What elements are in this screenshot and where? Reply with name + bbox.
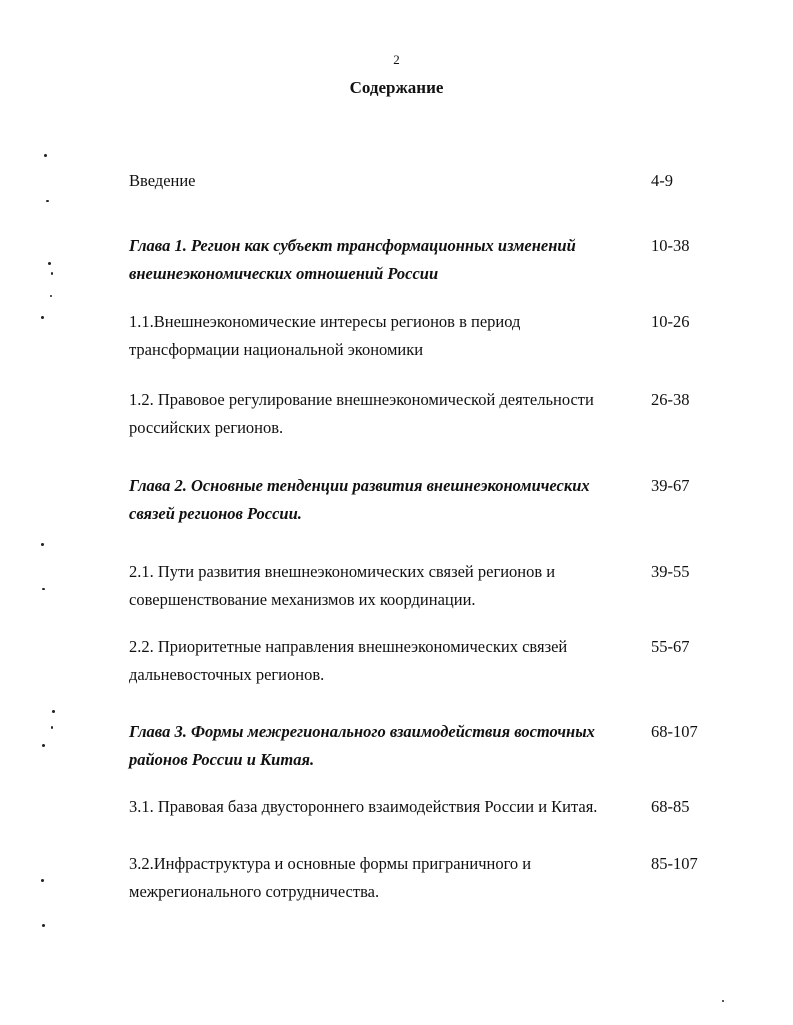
scan-speck — [51, 726, 53, 729]
toc-entry-title: Глава 3. Формы межрегионального взаимодействия восточных районов России и Китая. — [129, 722, 595, 769]
toc-entry-pages: 68-107 — [651, 722, 698, 741]
toc-entry-title: 1.2. Правовое регулирование внешнеэкономической деятельности российских регионов. — [129, 390, 594, 437]
toc-entry-title: 2.2. Приоритетные направления внешнеэкономических связей дальневосточных регионов. — [129, 637, 568, 684]
toc-entry-title: 3.2.Инфраструктура и основные формы приграничного и межрегионального сотрудничества. — [129, 854, 532, 901]
page-number: 2 — [393, 52, 400, 67]
toc-entry-pages: 68-85 — [651, 797, 690, 816]
scan-speck — [41, 543, 44, 546]
scan-speck — [46, 200, 49, 202]
toc-entry-title: Введение — [129, 171, 196, 190]
scan-speck — [51, 272, 53, 275]
toc-entry-title: 3.1. Правовая база двустороннего взаимодействия России и Китая. — [129, 797, 598, 816]
scan-speck — [52, 710, 55, 713]
toc-entry-title: 2.1. Пути развития внешнеэкономических связей регионов и совершенствование механизмов их координации. — [129, 562, 556, 609]
scan-speck — [42, 744, 45, 747]
scan-speck — [44, 154, 47, 157]
scan-speck — [41, 316, 44, 319]
toc-entry-pages: 10-26 — [651, 312, 690, 331]
toc-entry-pages: 10-38 — [651, 236, 690, 255]
toc-entry-title: Глава 2. Основные тенденции развития внешнеэкономических связей регионов России. — [129, 476, 590, 523]
toc-entry-pages: 85-107 — [651, 854, 698, 873]
scan-speck — [48, 262, 51, 265]
toc-entry-pages: 39-55 — [651, 562, 690, 581]
scan-speck — [722, 1000, 724, 1002]
toc-entry-pages: 39-67 — [651, 476, 690, 495]
toc-entry-title: Глава 1. Регион как субъект трансформационных изменений внешнеэкономических отношений России — [129, 236, 576, 283]
scan-speck — [50, 295, 52, 297]
toc-entry-pages: 26-38 — [651, 390, 690, 409]
scan-speck — [42, 924, 45, 927]
scan-speck — [41, 879, 44, 882]
toc-entry-title: 1.1.Внешнеэкономические интересы регионов в период трансформации национальной экономики — [129, 312, 521, 359]
toc-entry-pages: 55-67 — [651, 637, 690, 656]
scan-speck — [42, 588, 45, 590]
toc-entry-pages: 4-9 — [651, 171, 673, 190]
page-title: Содержание — [349, 78, 444, 97]
